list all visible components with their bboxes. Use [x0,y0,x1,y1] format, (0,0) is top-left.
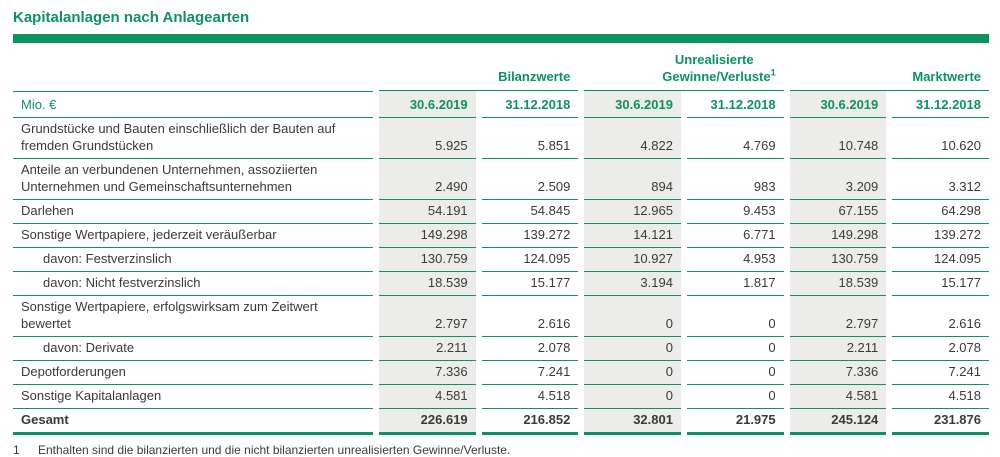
value-cell: 54.845 [482,200,579,224]
group-label-line2: Gewinne/Verluste [662,69,771,84]
value-cell: 67.155 [790,200,887,224]
table-row [13,409,989,435]
value-cell: 4.822 [584,118,681,159]
date-column-header: 30.6.2019 [584,91,681,118]
footnote-marker: 1 [13,443,20,457]
value-cell: 2.509 [482,159,579,200]
value-cell: 894 [584,159,681,200]
value-cell: 2.797 [790,296,887,337]
value-cell: 18.539 [790,272,887,296]
group-label: Marktwerte [912,69,981,84]
value-cell: 0 [584,337,681,361]
value-cell: 14.121 [584,224,681,248]
value-cell: 18.539 [379,272,476,296]
value-cell: 0 [687,296,784,337]
value-cell: 231.876 [892,409,989,435]
value-cell: 10.927 [584,248,681,272]
value-cell: 139.272 [892,224,989,248]
value-cell: 2.078 [892,337,989,361]
group-label: Bilanzwerte [498,69,571,84]
value-cell: 2.211 [790,337,887,361]
value-cell: 130.759 [790,248,887,272]
unit-label: Mio. € [13,91,373,118]
table-row [13,361,989,385]
value-cell: 3.312 [892,159,989,200]
row-label: davon: Derivate [13,337,373,361]
value-cell: 4.581 [790,385,887,409]
value-cell: 4.518 [892,385,989,409]
footnote-reference: 1 [770,67,776,78]
investments-by-type-table [7,43,995,435]
table-row [13,200,989,224]
value-cell: 7.336 [790,361,887,385]
value-cell: 216.852 [482,409,579,435]
date-column-header: 30.6.2019 [379,91,476,118]
value-cell: 0 [584,361,681,385]
date-column-header: 31.12.2018 [482,91,579,118]
row-label: Darlehen [13,200,373,224]
value-cell: 4.953 [687,248,784,272]
value-cell: 7.241 [482,361,579,385]
footnote-text: Enthalten sind die bilanzierten und die nicht bilanzierten unrealisierten Gewinne/Verluste. [38,443,511,457]
row-label: davon: Festverzinslich [13,248,373,272]
value-cell: 10.620 [892,118,989,159]
value-cell: 4.518 [482,385,579,409]
row-label: Gesamt [13,409,373,435]
value-cell: 6.771 [687,224,784,248]
row-label: Depotforderungen [13,361,373,385]
value-cell: 124.095 [482,248,579,272]
group-header-marktwerte [790,43,989,91]
value-cell: 2.616 [892,296,989,337]
row-label: davon: Nicht festverzinslich [13,272,373,296]
table-row [13,159,989,200]
date-header-row [13,91,989,118]
value-cell: 21.975 [687,409,784,435]
value-cell: 2.616 [482,296,579,337]
value-cell: 2.490 [379,159,476,200]
row-label: Grundstücke und Bauten einschließlich der Bauten auf fremden Grundstücken [13,118,373,159]
value-cell: 7.241 [892,361,989,385]
value-cell: 139.272 [482,224,579,248]
date-column-header: 30.6.2019 [790,91,887,118]
value-cell: 2.211 [379,337,476,361]
group-header-unrealisierte-gewinne-verluste [584,43,783,91]
table-row [13,337,989,361]
date-column-header: 31.12.2018 [892,91,989,118]
row-label: Anteile an verbundenen Unternehmen, assoziierten Unternehmen und Gemeinschaftsunternehmen [13,159,373,200]
table-row [13,385,989,409]
value-cell: 12.965 [584,200,681,224]
page-title: Kapitalanlagen nach Anlagearten [13,9,250,26]
row-label: Sonstige Wertpapiere, erfolgswirksam zum Zeitwert bewertet [13,296,373,337]
group-label-line1: Unrealisierte [674,52,754,67]
row-label: Sonstige Kapitalanlagen [13,385,373,409]
table-body [13,118,989,435]
group-header-bilanzwerte [379,43,578,91]
value-cell: 10.748 [790,118,887,159]
value-cell: 0 [584,296,681,337]
value-cell: 7.336 [379,361,476,385]
value-cell: 5.925 [379,118,476,159]
value-cell: 2.078 [482,337,579,361]
value-cell: 32.801 [584,409,681,435]
table-row [13,248,989,272]
table-row [13,118,989,159]
table-row [13,224,989,248]
value-cell: 149.298 [790,224,887,248]
value-cell: 0 [584,385,681,409]
value-cell: 9.453 [687,200,784,224]
value-cell: 245.124 [790,409,887,435]
value-cell: 130.759 [379,248,476,272]
value-cell: 4.581 [379,385,476,409]
group-header-spacer [13,43,373,91]
value-cell: 0 [687,337,784,361]
value-cell: 0 [687,361,784,385]
value-cell: 3.209 [790,159,887,200]
value-cell: 4.769 [687,118,784,159]
table-row [13,296,989,337]
row-label: Sonstige Wertpapiere, jederzeit veräußerbar [13,224,373,248]
value-cell: 124.095 [892,248,989,272]
value-cell: 149.298 [379,224,476,248]
value-cell: 1.817 [687,272,784,296]
value-cell: 983 [687,159,784,200]
title-underline-bar [13,34,989,43]
value-cell: 5.851 [482,118,579,159]
value-cell: 54.191 [379,200,476,224]
value-cell: 3.194 [584,272,681,296]
value-cell: 2.797 [379,296,476,337]
value-cell: 0 [687,385,784,409]
value-cell: 64.298 [892,200,989,224]
table-row [13,272,989,296]
footnote [13,443,989,457]
value-cell: 226.619 [379,409,476,435]
column-group-header-row [13,43,989,91]
value-cell: 15.177 [892,272,989,296]
date-column-header: 31.12.2018 [687,91,784,118]
value-cell: 15.177 [482,272,579,296]
